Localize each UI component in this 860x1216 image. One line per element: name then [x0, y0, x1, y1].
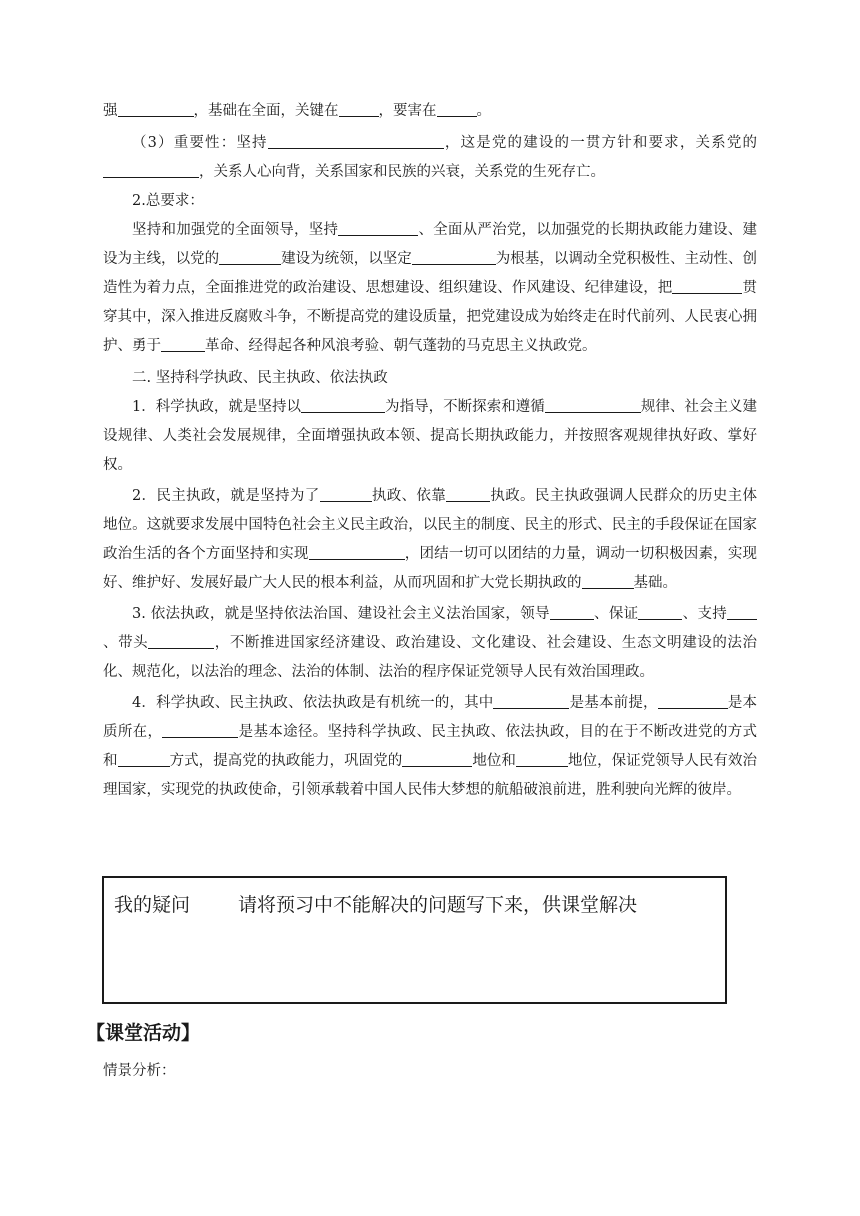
scenario-analysis-label: 情景分析：	[103, 1063, 176, 1079]
paragraph-law-governance: 3. 依法执政，就是坚持依法治国、建设社会主义法治国家，领导 、保证 、支持、带头 ，不断推进国家经济建设、政治建设、文化建设、社会建设、生态文明建设的法治化、规范化，以法治的理念、法治的体制、法治的程序保证党领导人民有效治国理政。	[103, 606, 758, 680]
fill-blank[interactable]	[268, 134, 444, 149]
question-box-hint: 请将预习中不能解决的问题写下来，供课堂解决	[238, 894, 638, 916]
fill-blank[interactable]	[545, 398, 641, 413]
fill-blank[interactable]	[446, 487, 490, 502]
fill-blank[interactable]	[103, 163, 199, 178]
fill-blank[interactable]	[118, 752, 170, 767]
classroom-activity-heading: 【课堂活动】	[86, 1022, 201, 1044]
fill-blank[interactable]	[658, 694, 728, 709]
fill-blank[interactable]	[582, 574, 634, 589]
paragraph-scientific-governance: 1．科学执政，就是坚持以 为指导，不断探索和遵循 规律、社会主义建设规律、人类社会发展规律，全面增强执政本领、提高长期执政能力，并按照客观规律执好政、掌好权。	[103, 399, 758, 473]
text-line: 强 ，基础在全面，关键在 ，要害在 。	[103, 103, 491, 119]
fill-blank[interactable]	[162, 723, 238, 738]
fill-blank[interactable]	[516, 752, 568, 767]
paragraph-organic-unity: 4．科学执政、民主执政、依法执政是有机统一的，其中 是基本前提， 是本质所在， 是基本途径。坚持科学执政、民主执政、依法执政，目的在于不断改进党的方式和 方式，提高党的执政能力，巩固党的 地位和 地位，保证党领导人民有效治理国家，实现党的执政使命，引领承载着中国人民伟大梦想的航船破浪前进，胜利驶向光辉的彼岸。	[103, 695, 758, 798]
paragraph-general-requirements: 坚持和加强党的全面领导，坚持 、全面从严治党，以加强党的长期执政能力建设、建设为主线，以党的 建设为统领，以坚定 为根基，以调动全党积极性、主动性、创造性为着力点，全面推进党的政治建设、思想建设、组织建设、作风建设、纪律建设，把 贯穿其中，深入推进反腐败斗争，不断提高党的建设质量，把党建设成为始终走在时代前列、人民衷心拥护、勇于 革命、经得起各种风浪考验、朝气蓬勃的马克思主义执政党。	[103, 222, 758, 354]
fill-blank[interactable]	[672, 279, 742, 294]
fill-blank[interactable]	[148, 634, 214, 649]
paragraph-importance: （3）重要性：坚持 ，这是党的建设的一贯方针和要求，关系党的，关系人心向背，关系国家和民族的兴衰，关系党的生死存亡。	[103, 129, 757, 187]
fill-blank[interactable]	[493, 694, 569, 709]
paragraph-democratic-governance: 2．民主执政，就是坚持为了 执政、依靠 执政。民主执政强调人民群众的历史主体地位。这就要求发展中国特色社会主义民主政治，以民主的制度、民主的形式、民主的手段保证在国家政治生活的各个方面坚持和实现 ，团结一切可以团结的力量，调动一切积极因素，实现好、维护好、发展好最广大人民的根本利益，从而巩固和扩大党长期执政的 基础。	[103, 488, 758, 591]
fill-blank[interactable]	[437, 102, 477, 117]
fill-blank[interactable]	[412, 250, 496, 265]
fill-blank[interactable]	[320, 487, 372, 502]
fill-blank[interactable]	[402, 752, 472, 767]
fill-blank[interactable]	[550, 605, 594, 620]
question-box-title: 我的疑问	[114, 894, 191, 916]
fill-blank[interactable]	[727, 605, 757, 620]
fill-blank[interactable]	[638, 605, 682, 620]
fill-blank[interactable]	[219, 250, 281, 265]
question-box[interactable]	[102, 876, 727, 1004]
fill-blank[interactable]	[118, 102, 194, 117]
heading-general-requirements: 2.总要求：	[132, 193, 204, 209]
fill-blank[interactable]	[301, 398, 385, 413]
fill-blank[interactable]	[309, 545, 405, 560]
fill-blank[interactable]	[338, 221, 418, 236]
fill-blank[interactable]	[339, 102, 379, 117]
fill-blank[interactable]	[161, 337, 205, 352]
heading-section-2: 二. 坚持科学执政、民主执政、依法执政	[132, 370, 388, 386]
